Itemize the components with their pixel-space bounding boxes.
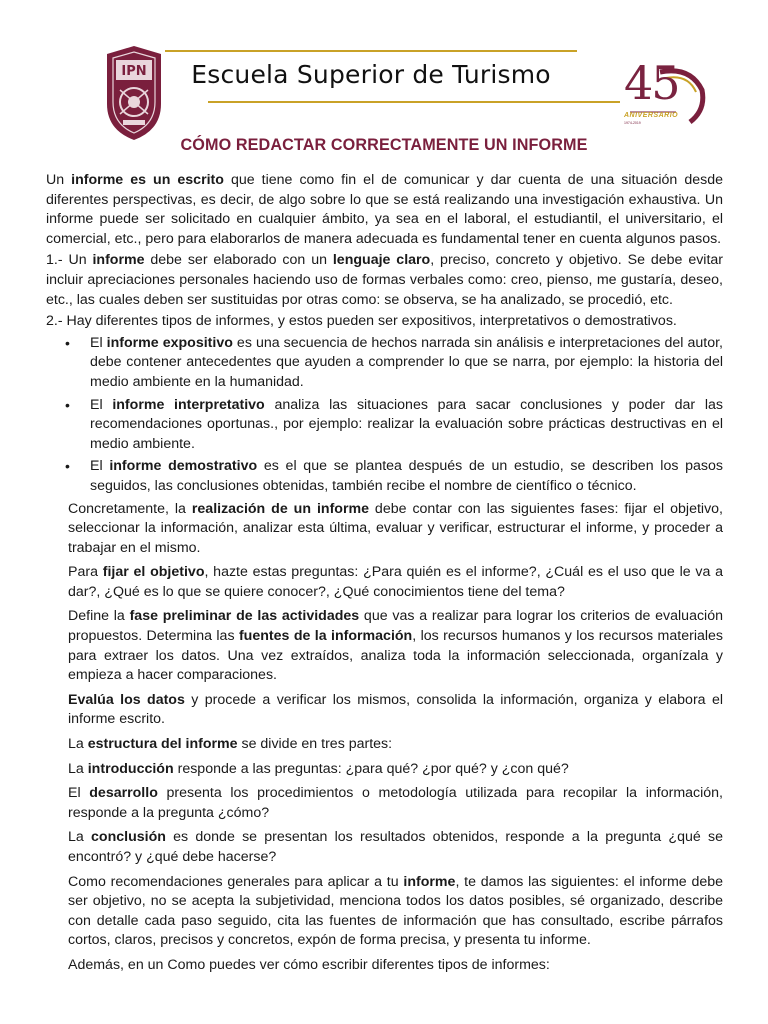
recommendations-paragraph: Como recomendaciones generales para aplicar a tu informe, te damos las siguientes: el informe debe ser objetivo, no se acepta la subjetividad, menciona todos los datos posibles, sé organizado, describe con detalle cada paso seguido, cita las fuentes de información que has consultado, escribe párrafos cortos, claros, precisos y concretos, expón de forma precisa, y presenta tu informe. xyxy=(68,873,724,949)
anniversary-years: 1974-2019 xyxy=(624,121,641,125)
anniversary-number: 45 xyxy=(624,56,679,110)
development-paragraph: El desarrollo presenta los procedimientos o metodología utilizada para recopilar la información, responde a la pregunta ¿cómo? xyxy=(68,785,723,821)
ipn-logo-text: IPN xyxy=(121,64,147,79)
point-2-paragraph: 2.- Hay diferentes tipos de informes, y estos pueden ser expositivos, interpretativos o demostrativos. xyxy=(46,313,677,330)
list-item: • El informe demostrativo es el que se plantea después de un estudio, se describen los pasos seguidos, las conclusiones obtenidas, también recibe el nombre de científico o técnico. xyxy=(65,458,723,494)
evaluate-paragraph: Evalúa los datos y procede a verificar los mismos, consolida la información, organiza y elabora el informe escrito. xyxy=(68,691,723,728)
structure-paragraph: La estructura del informe se divide en tres partes: xyxy=(68,736,393,753)
introduction-paragraph: La introducción responde a las preguntas: ¿para qué? ¿por qué? y ¿con qué? xyxy=(68,760,569,777)
report-types-list xyxy=(46,334,723,497)
conclusion-paragraph: La conclusión es donde se presentan los resultados obtenidos, responde a la pregunta ¿qué se encontró? y ¿qué debe hacerse? xyxy=(68,829,723,865)
document-body xyxy=(46,171,723,976)
intro-paragraph: Un informe es un escrito que tiene como fin el de comunicar y dar cuenta de una situación desde diferentes perspectivas, es decir, de algo sobre lo que se está realizando una investigación exhaustiva. Un informe puede ser solicitado en cualquier ámbito, ya sea en el laboral, el estudiantil, el universitario, el comercial, etc., pero para elaborarlos de manera adecuada es fundamental tener en cuenta algunos pasos. xyxy=(46,172,723,247)
bullet-icon: • xyxy=(65,334,70,351)
closing-paragraph: Además, en un Como puedes ver cómo escribir diferentes tipos de informes: xyxy=(68,956,550,973)
list-item: • El informe interpretativo analiza las situaciones para sacar conclusiones y poder dar las recomendaciones oportunas., por ejemplo: realizar la evaluación sobre prácticas destructivas en el medio ambiente. xyxy=(65,396,724,452)
header-rule-bottom xyxy=(208,101,620,103)
document-title: CÓMO REDACTAR CORRECTAMENTE UN INFORME xyxy=(180,136,588,154)
school-name: Escuela Superior de Turismo xyxy=(191,60,551,89)
phases-paragraph: Concretamente, la realización de un informe debe contar con las siguientes fases: fijar el objetivo, seleccionar la información, analizar esta última, evaluar y verificar, estructurar el informe, y proceder a trabajar en el mismo. xyxy=(68,500,723,556)
bullet-icon: • xyxy=(65,396,70,413)
bullet-icon: • xyxy=(65,458,70,475)
ipn-logo xyxy=(103,44,165,142)
list-item: • El informe expositivo es una secuencia de hechos narrada sin análisis e interpretaciones del autor, debe contener antecedentes que ayuden a comprender lo que se narra, por ejemplo: la historia del medio ambiente en la humanidad. xyxy=(65,334,723,390)
anniversary-label: ANIVERSARIO xyxy=(624,112,679,119)
define-paragraph: Define la fase preliminar de las actividades que vas a realizar para lograr los criterios de evaluación propuestos. Determina las fuentes de la información, los recursos humanos y los recursos materiales para extraer los datos. Una vez extraídos, analiza toda la información seleccionada, organízala y empieza a hacer comparaciones. xyxy=(68,608,724,684)
point-1-paragraph: 1.- Un informe debe ser elaborado con un lenguaje claro, preciso, concreto y objetivo. Se debe evitar incluir apreciaciones personales haciendo uso de formas verbales como: creo, pienso, me gustaría, deseo, etc., las cuales deben ser sustituidas por otras como: se observa, se ha analizado, se procedió, etc. xyxy=(46,252,724,308)
header-rule-top xyxy=(165,50,577,52)
objective-paragraph: Para fijar el objetivo, hazte estas preguntas: ¿Para quién es el informe?, ¿Cuál es el uso que le va a dar?, ¿Qué es lo que se quiere conocer?, ¿Qué conocimientos tiene del tema? xyxy=(68,564,723,600)
indented-section xyxy=(46,500,723,976)
